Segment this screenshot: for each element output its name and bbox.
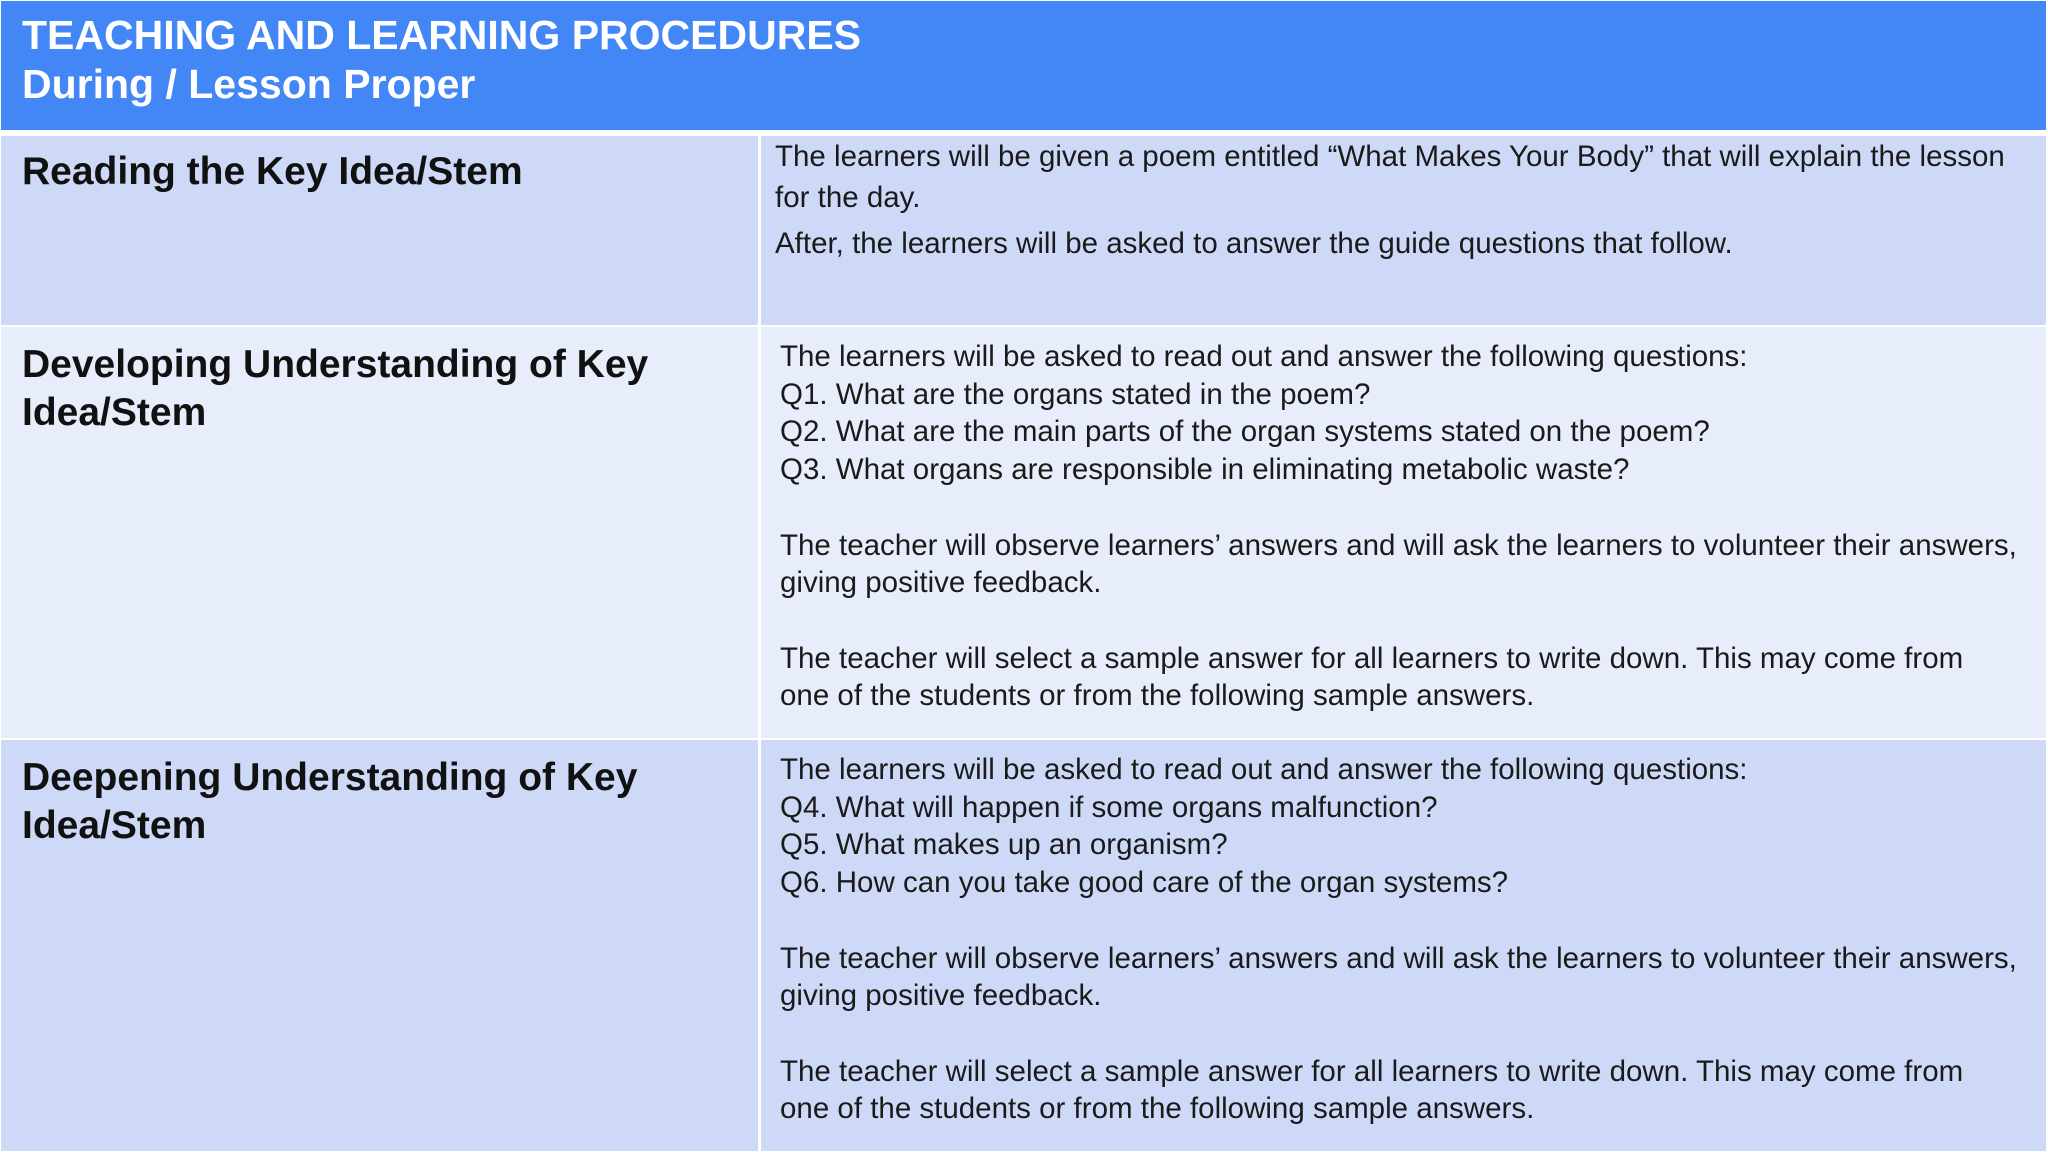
row-body-developing (780, 338, 2020, 715)
slide-header (1, 1, 2046, 130)
question-item: Q4. What will happen if some organs malfunction? (780, 790, 1438, 824)
column-divider (758, 136, 761, 325)
question-item: Q2. What are the main parts of the organ systems stated on the poem? (780, 415, 1710, 449)
row-label-developing: Developing Understanding of Key Idea/Stem (22, 343, 649, 434)
column-divider (758, 327, 761, 738)
developing-intro: The learners will be asked to read out and answer the following questions: (780, 340, 1748, 373)
reading-paragraph-guide: After, the learners will be asked to answer the guide questions that follow. (775, 227, 1733, 260)
row-body-reading (775, 136, 2015, 264)
table-row-reading (1, 136, 2046, 325)
header-subtitle: During / Lesson Proper (22, 61, 476, 107)
table-row-deepening (1, 740, 2046, 1151)
question-item: Q6. How can you take good care of the organ systems? (780, 866, 1509, 900)
question-item: Q3. What organs are responsible in eliminating metabolic waste? (780, 453, 1630, 487)
question-item: Q5. What makes up an organism? (780, 828, 1228, 862)
header-title: TEACHING AND LEARNING PROCEDURES (22, 12, 862, 58)
deepening-observe-text: The teacher will observe learners’ answers and will ask the learners to volunteer their answers, giving positive feedback. (780, 941, 2017, 1013)
row-label-deepening: Deepening Understanding of Key Idea/Stem (22, 756, 638, 847)
question-item: Q1. What are the organs stated in the poem? (780, 377, 1371, 411)
developing-observe-text: The teacher will observe learners’ answers and will ask the learners to volunteer their answers, giving positive feedback. (780, 528, 2017, 600)
developing-select-text: The teacher will select a sample answer for all learners to write down. This may come from one of the students or from the following sample answers. (780, 641, 1964, 713)
deepening-select-text: The teacher will select a sample answer for all learners to write down. This may come from one of the students or from the following sample answers. (780, 1054, 1964, 1126)
table-row-developing (1, 327, 2046, 738)
column-divider (758, 740, 761, 1151)
row-body-deepening (780, 751, 2020, 1128)
deepening-intro: The learners will be asked to read out and answer the following questions: (780, 753, 1748, 786)
reading-paragraph-poem: The learners will be given a poem entitled “What Makes Your Body” that will explain the lesson for the day. (775, 140, 2005, 214)
row-label-reading: Reading the Key Idea/Stem (22, 150, 523, 193)
